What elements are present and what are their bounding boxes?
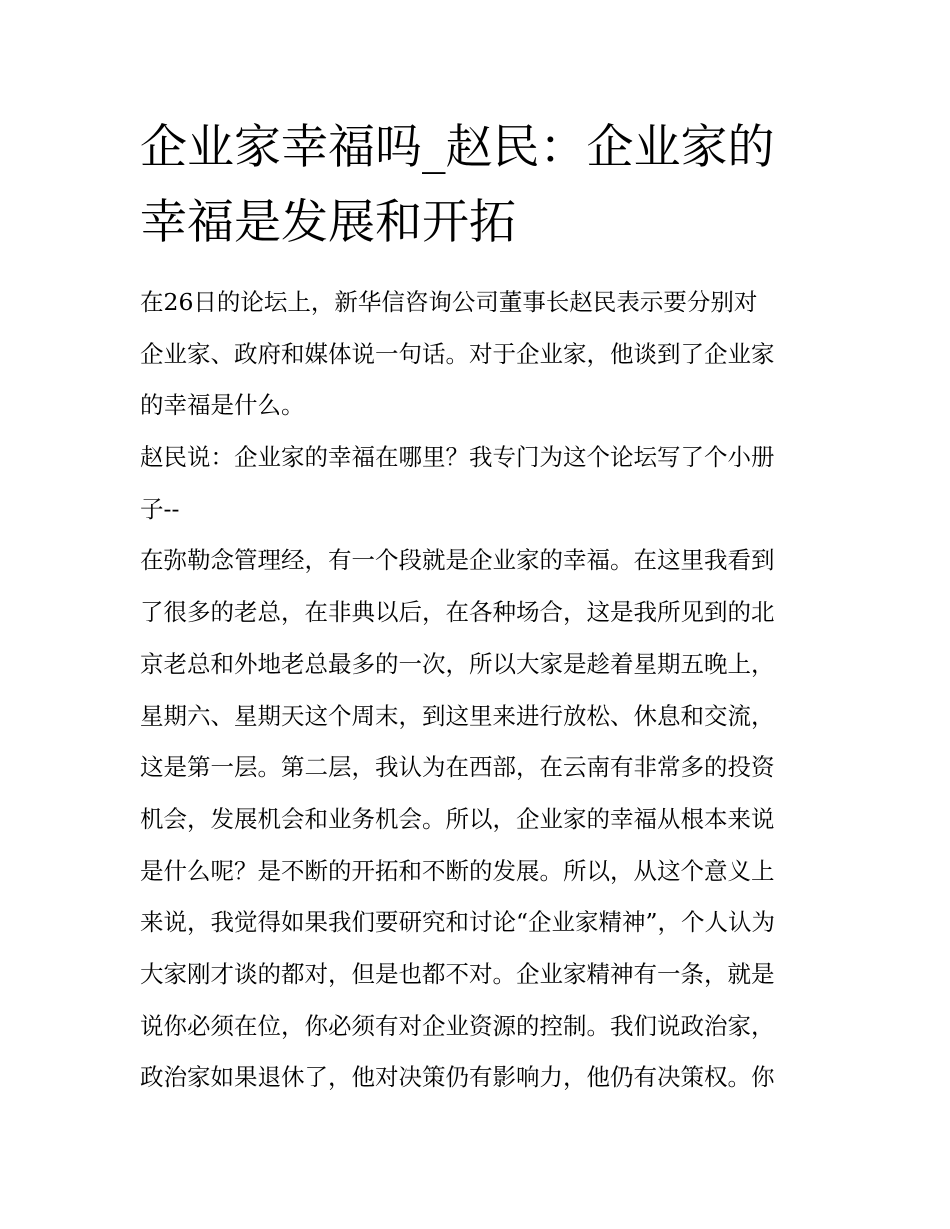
body-line: 子-- — [140, 494, 180, 523]
body-line: 了很多的老总，在非典以后，在各种场合，这是我所见到的北 — [140, 598, 775, 627]
body-line: 大家刚才谈的都对，但是也都不对。企业家精神有一条，就是 — [140, 959, 775, 988]
body-line: 京老总和外地老总最多的一次，所以大家是趁着星期五晚上， — [140, 649, 775, 678]
body-line: 说你必须在位，你必须有对企业资源的控制。我们说政治家， — [140, 1011, 775, 1040]
article-title — [140, 110, 820, 260]
body-line: 这是第一层。第二层，我认为在西部，在云南有非常多的投资 — [140, 753, 775, 782]
article-body — [140, 277, 820, 1104]
body-line: 在26日的论坛上，新华信咨询公司董事长赵民表示要分别对 — [140, 288, 758, 316]
body-line: 政治家如果退休了，他对决策仍有影响力，他仍有决策权。你 — [140, 1063, 775, 1092]
body-line: 企业家、政府和媒体说一句话。对于企业家，他谈到了企业家 — [140, 339, 775, 368]
body-line: 的幸福是什么。 — [140, 391, 305, 420]
body-line: 在弥勒念管理经，有一个段就是企业家的幸福。在这里我看到 — [140, 546, 775, 575]
body-line: 赵民说：企业家的幸福在哪里？我专门为这个论坛写了个小册 — [140, 443, 775, 472]
body-line: 来说，我觉得如果我们要研究和讨论“企业家精神”，个人认为 — [140, 908, 776, 937]
body-line: 星期六、星期天这个周末，到这里来进行放松、休息和交流， — [140, 701, 775, 730]
title-line: 幸福是发展和开拓 — [140, 195, 516, 250]
body-line: 机会，发展机会和业务机会。所以，企业家的幸福从根本来说 — [140, 804, 775, 833]
title-line: 企业家幸福吗_赵民：企业家的 — [140, 120, 775, 175]
body-line: 是什么呢？是不断的开拓和不断的发展。所以，从这个意义上 — [140, 856, 775, 885]
